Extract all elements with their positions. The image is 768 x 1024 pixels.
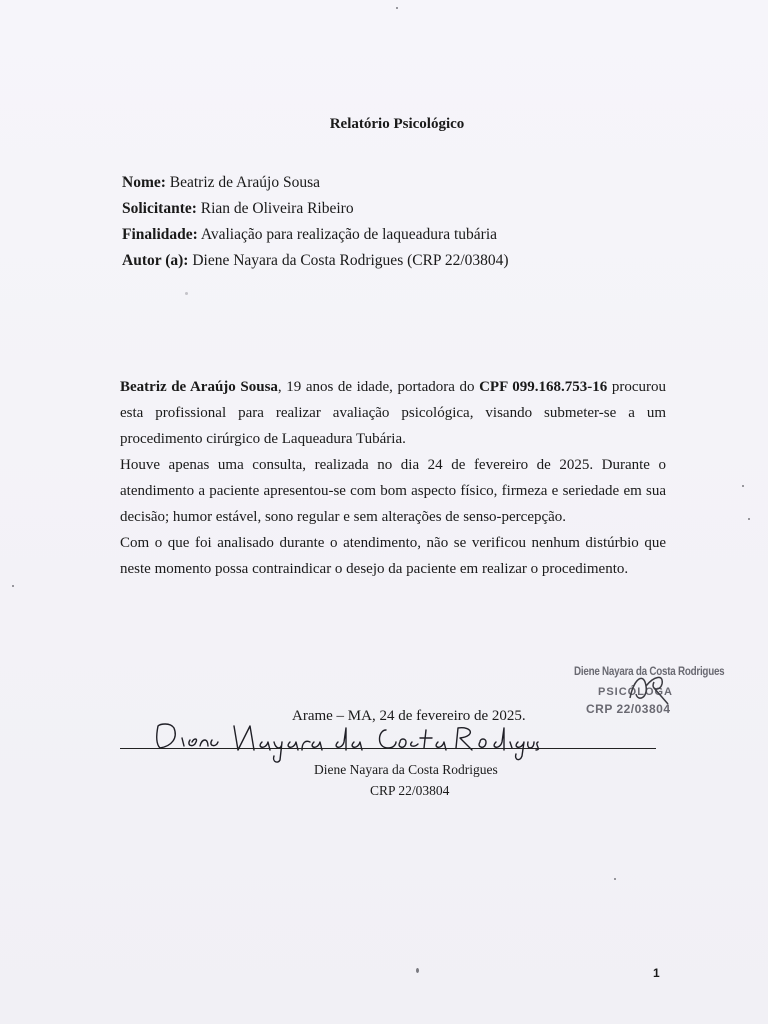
paragraph-consultation: Houve apenas uma consulta, realizada no dia 24 de fevereiro de 2025. Durante o atendimento a paciente apresentou-se com bom aspecto físico, firmeza e seriedade em sua decisão; humor estável, sono regular e sem alterações de senso-percepção. [120,457,666,525]
field-solicitante [122,200,354,218]
scan-speck [748,518,750,520]
stamp-crp: CRP 22/03804 [586,702,671,716]
report-body [120,374,666,582]
field-label: Finalidade: [122,226,198,243]
stamp-initials-scribble [624,668,674,708]
field-label: Nome: [122,174,166,191]
signer-crp: CRP 22/03804 [370,783,450,798]
signature-line [120,748,656,749]
paragraph-identification [120,374,666,452]
page-number: 1 [653,966,660,980]
scan-speck [12,585,14,587]
field-value: Avaliação para realização de laqueadura tubária [200,226,498,243]
field-label: Solicitante: [122,200,197,217]
field-value: Rian de Oliveira Ribeiro [200,200,354,217]
scan-speck [614,878,616,880]
scan-speck [185,292,188,295]
place-and-date: Arame – MA, 24 de fevereiro de 2025. [292,708,526,724]
handwritten-signature [150,716,540,764]
field-label: Autor (a): [122,252,189,269]
field-value: Diene Nayara da Costa Rodrigues (CRP 22/03804) [192,252,509,269]
patient-name: Beatriz de Araújo Sousa [120,379,278,395]
field-nome [122,174,320,192]
professional-stamp [566,664,725,726]
stamp-name: Diene Nayara da Costa Rodrigues [574,664,725,678]
paragraph-text: , 19 anos de idade, portadora do [277,379,480,395]
field-finalidade [122,226,497,244]
stamp-title: PSICÓLOGA [598,686,674,698]
scan-speck [742,485,744,487]
patient-cpf: CPF 099.168.753-16 [479,379,608,395]
paragraph-conclusion: Com o que foi analisado durante o atendimento, não se verificou nenhum distúrbio que neste momento possa contraindicar o desejo da paciente em realizar o procedimento. [120,535,666,577]
field-value: Beatriz de Araújo Sousa [169,174,321,191]
scan-speck [396,7,398,9]
field-autor [122,252,509,270]
document-title: Relatório Psicológico [329,116,465,132]
scan-speck [416,968,419,973]
paragraph-text: procurou esta profissional para realizar avaliação psicológica, visando submeter-se a um procedimento cirúrgico de Laqueadura Tubária. [120,379,666,447]
signer-name: Diene Nayara da Costa Rodrigues [314,762,498,777]
